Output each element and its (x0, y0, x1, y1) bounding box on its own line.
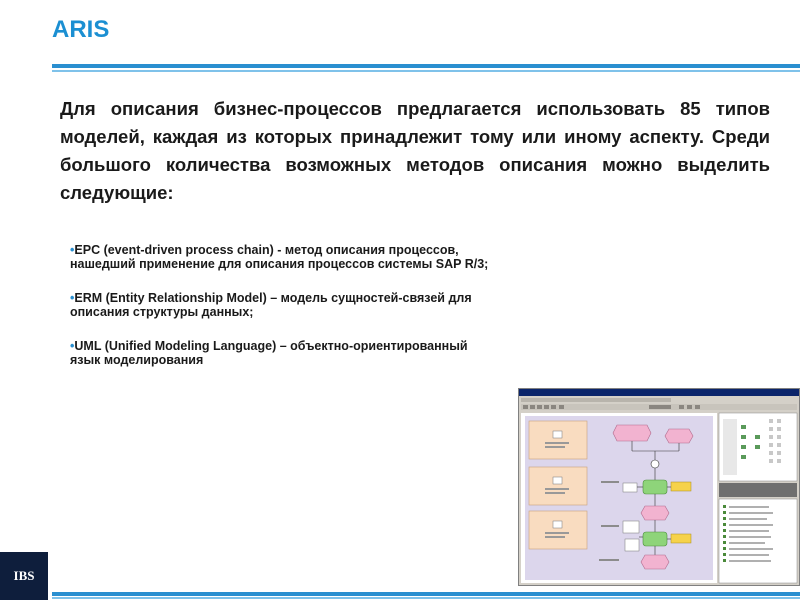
bullet-icon: • (70, 291, 75, 305)
list-item-erm (70, 291, 490, 319)
list-item-text: ERM (Entity Relationship Model) – модель сущностей-связей для описания структуры данных; (70, 291, 472, 319)
list-item-text: EPC (event-driven process chain) - метод описания процессов, нашедший применение для описания процессов системы SAP R/3; (70, 243, 489, 271)
bullet-icon: • (70, 339, 75, 353)
slide-title: ARIS (52, 16, 110, 43)
header-divider (52, 64, 800, 68)
intro-paragraph: Для описания бизнес-процессов предлагается использовать 85 типов моделей, каждая из которых принадлежит тому или иному аспекту. Среди большого количества возможных методов описания можно выделить следующие: (60, 98, 770, 203)
footer-divider (52, 592, 800, 596)
list-item-text: UML (Unified Modeling Language) – объектно-ориентированный язык моделирования (70, 339, 468, 367)
header-divider-thin (52, 70, 800, 72)
ibs-logo: IBS (0, 552, 48, 600)
method-list (70, 243, 490, 387)
list-item-uml (70, 339, 490, 367)
aris-screenshot (518, 388, 800, 586)
bullet-icon: • (70, 243, 75, 257)
aris-screenshot-image (519, 389, 799, 585)
footer-divider-thin (52, 597, 800, 599)
list-item-epc (70, 243, 490, 271)
